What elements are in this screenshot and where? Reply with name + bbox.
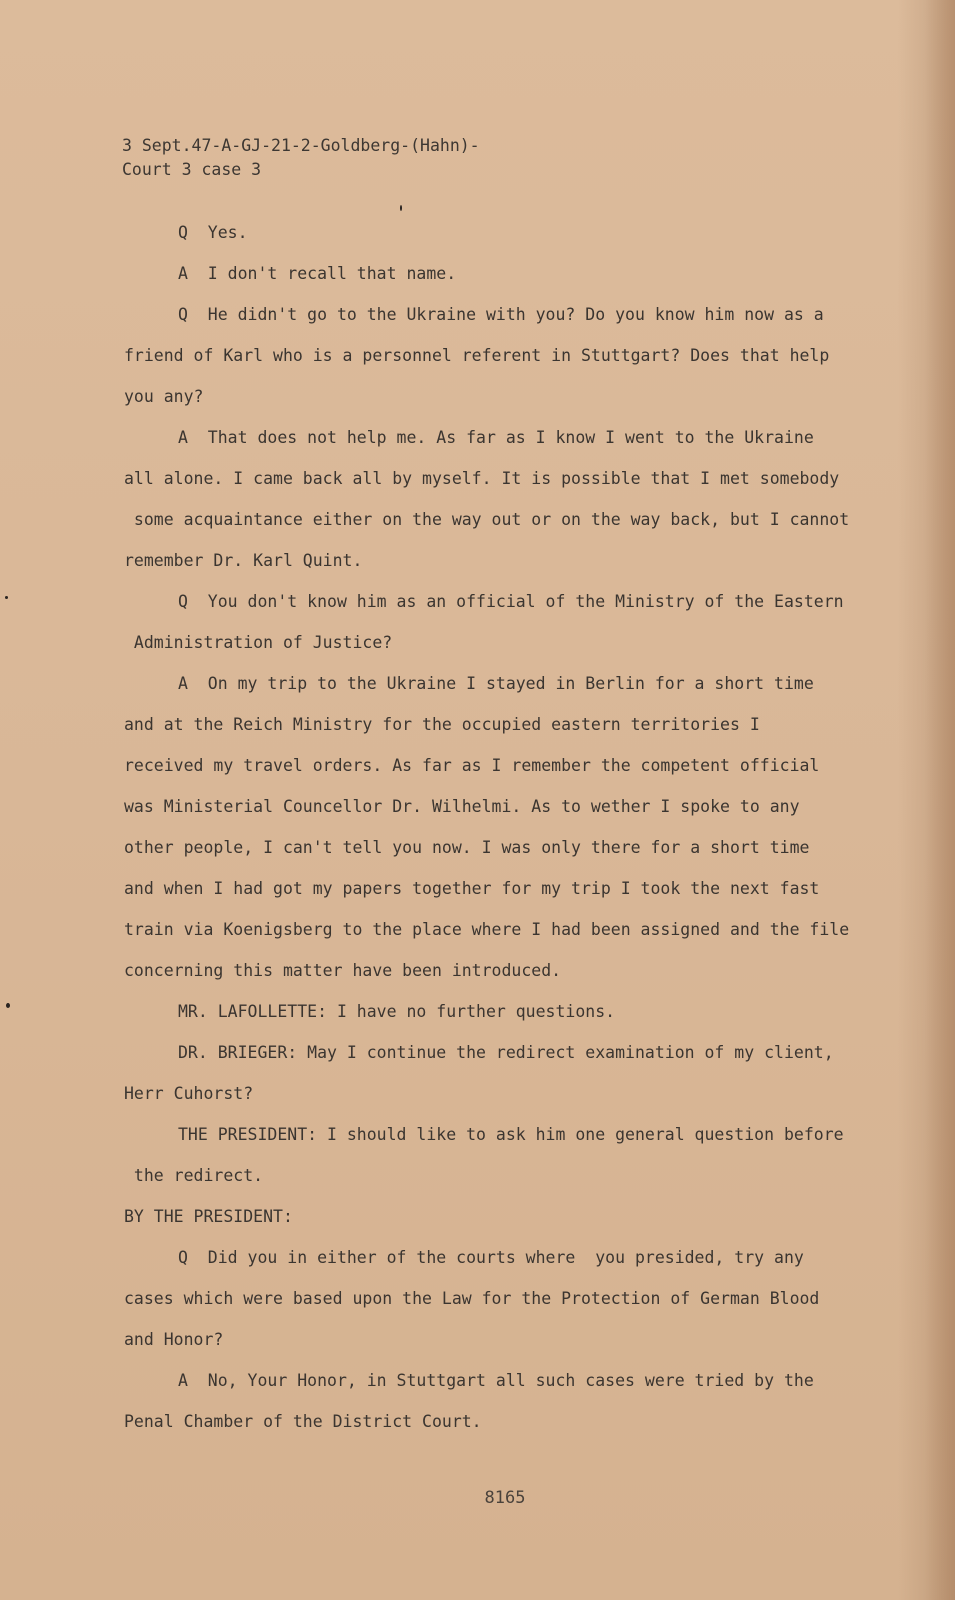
- transcript-line: and Honor?: [124, 1330, 224, 1349]
- transcript-line: the redirect.: [124, 1166, 264, 1185]
- header-court-line: Court 3 case 3: [122, 160, 262, 179]
- transcript-line: concerning this matter have been introduced.: [124, 961, 562, 980]
- transcript-line: THE PRESIDENT: I should like to ask him one general question before: [178, 1125, 844, 1144]
- transcript-line: Penal Chamber of the District Court.: [124, 1412, 482, 1431]
- transcript-line: remember Dr. Karl Quint.: [124, 551, 363, 570]
- transcript-line: you any?: [124, 387, 204, 406]
- transcript-line: Q Did you in either of the courts where you presided, try any: [178, 1248, 804, 1267]
- transcript-line: MR. LAFOLLETTE: I have no further questions.: [178, 1002, 616, 1021]
- transcript-line: Administration of Justice?: [124, 633, 393, 652]
- transcript-line: BY THE PRESIDENT:: [124, 1207, 293, 1226]
- paper-speck: [5, 596, 8, 599]
- transcript-line: A That does not help me. As far as I know I went to the Ukraine: [178, 428, 814, 447]
- transcript-line: Q He didn't go to the Ukraine with you? Do you know him now as a: [178, 305, 824, 324]
- header-reference-line: 3 Sept.47-A-GJ-21-2-Goldberg-(Hahn)-: [122, 136, 480, 155]
- document-header: [122, 134, 480, 182]
- page-number: 8165: [484, 1488, 526, 1508]
- paper-speck: [6, 1003, 10, 1008]
- transcript-line: some acquaintance either on the way out or on the way back, but I cannot: [124, 510, 850, 529]
- paper-speck: [400, 205, 402, 211]
- transcript-line: Q You don't know him as an official of the Ministry of the Eastern: [178, 592, 844, 611]
- transcript-line: A No, Your Honor, in Stuttgart all such cases were tried by the: [178, 1371, 814, 1390]
- transcript-line: all alone. I came back all by myself. It is possible that I met somebody: [124, 469, 840, 488]
- page-edge-shadow: [925, 0, 955, 1600]
- transcript-body: [124, 212, 884, 1442]
- transcript-line: Q Yes.: [178, 223, 248, 242]
- transcript-line: other people, I can't tell you now. I was only there for a short time: [124, 838, 810, 857]
- transcript-line: and when I had got my papers together for my trip I took the next fast: [124, 879, 820, 898]
- transcript-line: cases which were based upon the Law for the Protection of German Blood: [124, 1289, 820, 1308]
- transcript-line: DR. BRIEGER: May I continue the redirect examination of my client,: [178, 1043, 834, 1062]
- transcript-line: friend of Karl who is a personnel referent in Stuttgart? Does that help: [124, 346, 830, 365]
- transcript-line: A On my trip to the Ukraine I stayed in Berlin for a short time: [178, 674, 814, 693]
- transcript-line: was Ministerial Councellor Dr. Wilhelmi. As to wether I spoke to any: [124, 797, 800, 816]
- transcript-line: received my travel orders. As far as I remember the competent official: [124, 756, 820, 775]
- transcript-line: and at the Reich Ministry for the occupied eastern territories I: [124, 715, 760, 734]
- transcript-line: Herr Cuhorst?: [124, 1084, 254, 1103]
- transcript-line: train via Koenigsberg to the place where I had been assigned and the file: [124, 920, 850, 939]
- transcript-line: A I don't recall that name.: [178, 264, 457, 283]
